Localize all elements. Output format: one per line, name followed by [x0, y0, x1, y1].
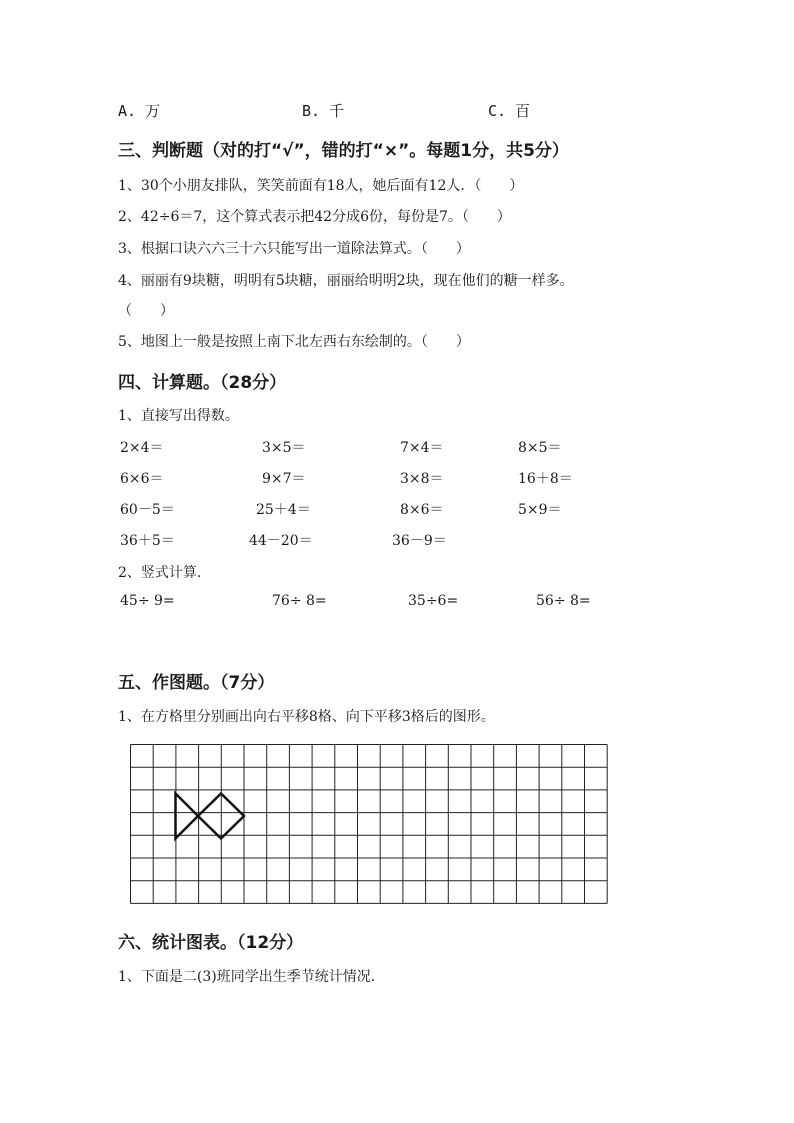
draw-q1-label: 1、在方格里分别画出向右平移8格、向下平移3格后的图形。 [118, 709, 495, 725]
calc-item: 6×6＝ [120, 471, 164, 487]
section4-title: 四、计算题。（28分） [118, 373, 287, 393]
calc-item: 16＋8＝ [518, 471, 573, 487]
calc-item: 3×8＝ [400, 471, 444, 487]
choice-b: B. 千 [302, 102, 345, 120]
judge-item-5: 5、地图上一般是按照上南下北左西右东绘制的。（ ） [118, 334, 470, 350]
judge-item-1: 1、30个小朋友排队，笑笑前面有18人，她后面有12人．（ ） [118, 178, 524, 194]
judge-item-4: 4、丽丽有9块糖，明明有5块糖，丽丽给明明2块，现在他们的糖一样多。 [118, 273, 574, 289]
calc-item: 3×5＝ [262, 440, 306, 456]
calc-item: 60－5＝ [120, 502, 175, 518]
calc-item: 9×7＝ [262, 471, 306, 487]
calc-item: 2×4＝ [120, 440, 164, 456]
calc-item: 8×5＝ [518, 440, 562, 456]
square-grid [130, 744, 610, 908]
figure-left-triangle [176, 794, 199, 839]
choice-c: C. 百 [488, 102, 531, 120]
section6-title: 六、统计图表。（12分） [118, 933, 304, 953]
vertical-calc-item: 76÷ 8= [272, 593, 327, 609]
calc-item: 7×4＝ [400, 440, 444, 456]
vertical-calc-item: 35÷6= [408, 593, 459, 609]
judge-item-4-paren: （ ） [118, 303, 174, 319]
judge-item-2: 2、42÷6＝7，这个算式表示把42分成6份，每份是7。（ ） [118, 209, 511, 225]
calc-item: 25＋4＝ [256, 502, 311, 518]
calc-item: 44－20＝ [249, 533, 313, 549]
vertical-calc-item: 56÷ 8= [536, 593, 591, 609]
chart-q1-label: 1、下面是二(3)班同学出生季节统计情况. [118, 969, 376, 985]
calc-q2-label: 2、竖式计算. [118, 565, 202, 581]
choice-a: A. 万 [118, 102, 161, 120]
judge-item-3: 3、根据口诀六六三十六只能写出一道除法算式。（ ） [118, 241, 470, 257]
section3-title: 三、判断题（对的打“√”，错的打“×”。每题1分，共5分） [118, 141, 569, 161]
calc-item: 36－9＝ [392, 533, 447, 549]
calc-item: 5×9＝ [518, 502, 562, 518]
calc-item: 8×6＝ [400, 502, 444, 518]
vertical-calc-item: 45÷ 9= [120, 593, 175, 609]
calc-q1-label: 1、直接写出得数。 [118, 408, 239, 424]
section5-title: 五、作图题。（7分） [118, 673, 275, 693]
calc-item: 36＋5＝ [120, 533, 175, 549]
